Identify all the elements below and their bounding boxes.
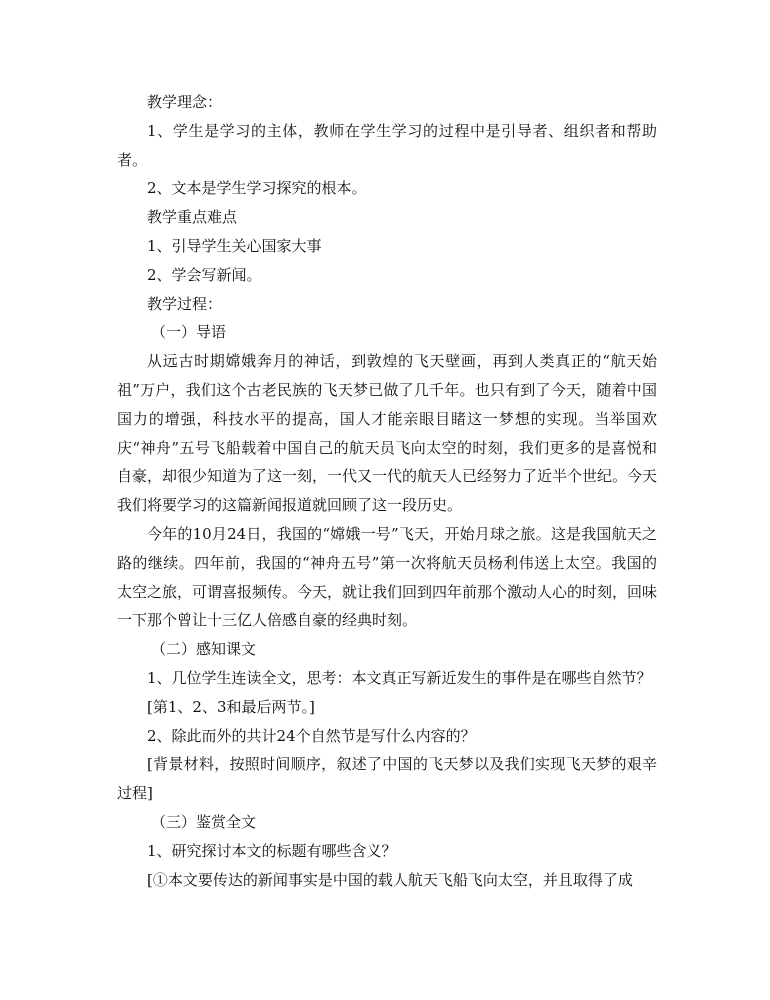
paragraph-introduction: 从远古时期嫦娥奔月的神话，到敦煌的飞天壁画，再到人类真正的“航天始祖”万户，我们这个古老民族的飞天梦已做了几千年。也只有到了今天，随着中国国力的增强，科技水平的提高，国人才能亲眼目睹这一梦想的实现。当举国欢庆“神舟”五号飞船载着中国自己的航天员飞向太空的时刻，我们更多的是喜悦和自豪，却很少知道为了这一刻，一代又一代的航天人已经努力了近半个世纪。今天我们将要学习的这篇新闻报道就回顾了这一段历史。 [117,352,658,515]
answer-2: [背景材料，按照时间顺序，叙述了中国的飞天梦以及我们实现飞天梦的艰辛过程] [117,755,657,803]
question-3: 1、研究探讨本文的标题有哪些含义？ [147,841,397,860]
answer-1: [第1、2、3和最后两节。] [147,697,315,716]
section-heading-introduction: （一）导语 [151,323,227,342]
heading-teaching-process: 教学过程： [147,294,223,313]
question-1: 1、几位学生连读全文，思考：本文真正写新近发生的事件是在哪些自然节？ [147,668,652,687]
paragraph-key-point-2: 2、学会写新闻。 [147,265,262,284]
section-heading-perceive-text: （二）感知课文 [151,640,257,659]
question-2: 2、除此而外的共计24个自然节是写什么内容的？ [147,726,476,745]
paragraph-philosophy-1: 1、学生是学习的主体，教师在学生学习的过程中是引导者、组织者和帮助者。 [117,121,657,169]
paragraph-philosophy-2: 2、文本是学生学习探究的根本。 [147,179,367,198]
answer-3-partial: [①本文要传达的新闻事实是中国的载人航天飞船飞向太空，并且取得了成 [147,870,633,889]
document-body [117,88,657,894]
section-heading-appreciate-text: （三）鉴赏全文 [151,812,257,831]
heading-key-points: 教学重点难点 [147,208,238,227]
heading-teaching-philosophy: 教学理念： [147,93,223,111]
paragraph-context: 今年的10月24日，我国的“嫦娥一号”飞天，开始月球之旅。这是我国航天之路的继续。四年前，我国的“神舟五号”第一次将航天员杨利伟送上太空。我国的太空之旅，可谓喜报频传。今天，就让我们回到四年前那个激动人心的时刻，回味一下那个曾让十三亿人倍感自豪的经典时刻。 [117,524,658,630]
paragraph-key-point-1: 1、引导学生关心国家大事 [147,236,322,255]
